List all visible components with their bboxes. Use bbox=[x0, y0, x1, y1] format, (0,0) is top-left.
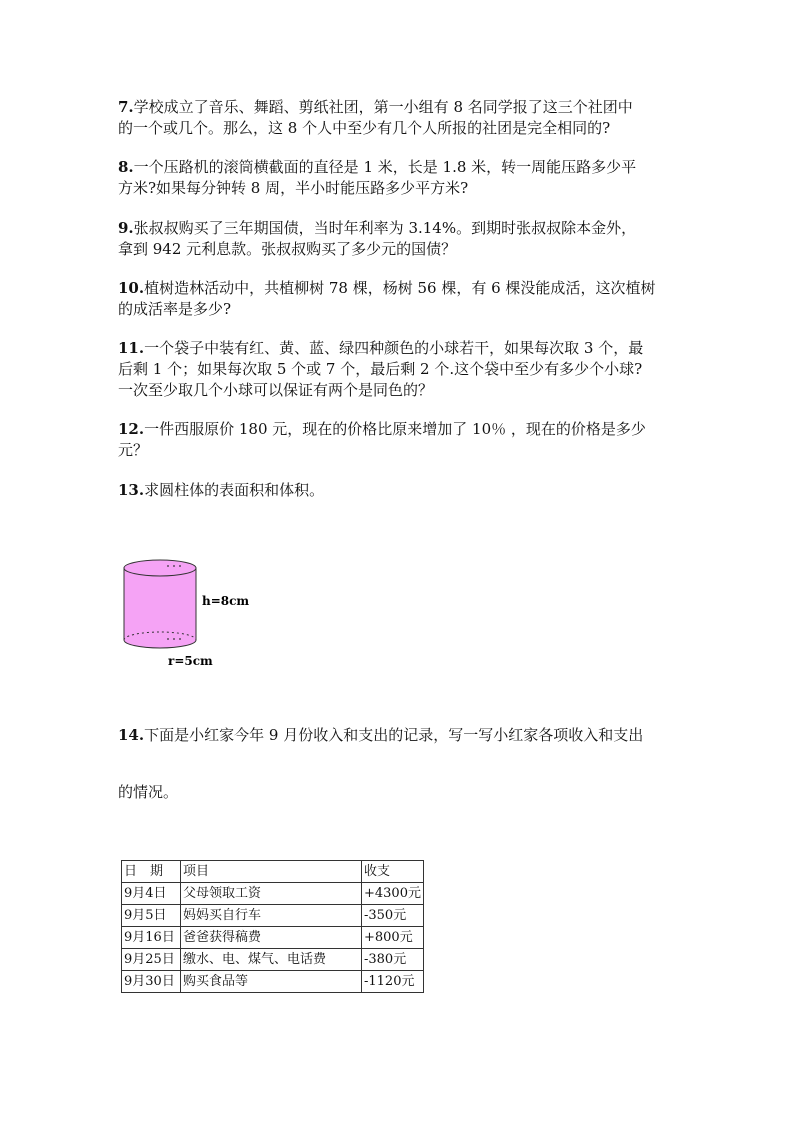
question-text-line: 一个压路机的滚筒横截面的直径是 1 米，长是 1.8 米，转一周能压路多少平 bbox=[133, 158, 637, 176]
question-text-line: 后剩 1 个；如果每次取 5 个或 7 个，最后剩 2 个.这个袋中至少有多少个小球? bbox=[118, 360, 643, 378]
income-expense-table bbox=[121, 860, 424, 993]
table-row bbox=[122, 883, 424, 905]
cell-item: 购买食品等 bbox=[181, 971, 362, 993]
question-13 bbox=[118, 480, 678, 501]
cell-date: 9月16日 bbox=[122, 927, 181, 949]
cell-date: 9月5日 bbox=[122, 905, 181, 927]
table-row bbox=[122, 927, 424, 949]
cylinder-dot bbox=[173, 638, 175, 640]
question-9 bbox=[118, 218, 678, 260]
question-text-line: 的成活率是多少? bbox=[118, 300, 232, 318]
question-text-line: 一个袋子中装有红、黄、蓝、绿四种颜色的小球若干，如果每次取 3 个，最 bbox=[144, 339, 644, 357]
question-10 bbox=[118, 278, 678, 320]
cylinder-figure bbox=[118, 555, 258, 670]
radius-label: r=5cm bbox=[168, 654, 213, 668]
question-text-line: 一次至少取几个小球可以保证有两个是同色的？ bbox=[118, 381, 434, 399]
question-number: 7. bbox=[118, 98, 134, 116]
header-amount: 收支 bbox=[362, 861, 424, 883]
cell-amount: -380元 bbox=[362, 949, 424, 971]
cylinder-dot bbox=[173, 565, 175, 567]
table-row bbox=[122, 905, 424, 927]
question-number: 9. bbox=[118, 219, 134, 237]
cell-amount: -350元 bbox=[362, 905, 424, 927]
cell-amount: +800元 bbox=[362, 927, 424, 949]
question-text-line: 植树造林活动中，共植柳树 78 棵，杨树 56 棵，有 6 棵没能成活，这次植树 bbox=[144, 279, 656, 297]
question-14-continued bbox=[118, 782, 678, 803]
question-number: 11. bbox=[118, 339, 145, 357]
cylinder-dot bbox=[179, 638, 181, 640]
question-text-line: 的情况。 bbox=[118, 783, 179, 801]
height-label: h=8cm bbox=[202, 594, 250, 608]
header-item: 项目 bbox=[181, 861, 362, 883]
cylinder-body bbox=[124, 568, 196, 648]
cell-item: 缴水、电、煤气、电话费 bbox=[181, 949, 362, 971]
cell-date: 9月30日 bbox=[122, 971, 181, 993]
question-text-line: 方米?如果每分钟转 8 周，半小时能压路多少平方米? bbox=[118, 179, 469, 197]
cell-item: 妈妈买自行车 bbox=[181, 905, 362, 927]
cell-item: 爸爸获得稿费 bbox=[181, 927, 362, 949]
cylinder-top-ellipse bbox=[124, 560, 196, 576]
question-12 bbox=[118, 419, 678, 461]
header-date: 日 期 bbox=[122, 861, 181, 883]
cylinder-dot bbox=[179, 565, 181, 567]
question-number: 14. bbox=[118, 726, 145, 744]
question-text-line: 张叔叔购买了三年期国债，当时年利率为 3.14%。到期时张叔叔除本金外， bbox=[133, 219, 637, 237]
question-text-line: 元？ bbox=[118, 441, 149, 459]
question-7 bbox=[118, 97, 678, 139]
question-number: 13. bbox=[118, 481, 145, 499]
cell-amount: +4300元 bbox=[362, 883, 424, 905]
cell-date: 9月4日 bbox=[122, 883, 181, 905]
question-14 bbox=[118, 725, 678, 746]
question-number: 12. bbox=[118, 420, 145, 438]
table-row bbox=[122, 971, 424, 993]
cell-item: 父母领取工资 bbox=[181, 883, 362, 905]
question-text-line: 求圆柱体的表面积和体积。 bbox=[144, 481, 325, 499]
table-header-row bbox=[122, 861, 424, 883]
cell-amount: -1120元 bbox=[362, 971, 424, 993]
cell-date: 9月25日 bbox=[122, 949, 181, 971]
question-8 bbox=[118, 157, 678, 199]
question-11 bbox=[118, 338, 678, 401]
question-number: 8. bbox=[118, 158, 134, 176]
question-number: 10. bbox=[118, 279, 145, 297]
cylinder-dot bbox=[167, 565, 169, 567]
table-row bbox=[122, 949, 424, 971]
question-text-line: 拿到 942 元利息款。张叔叔购买了多少元的国债？ bbox=[118, 240, 457, 258]
question-text-line: 的一个或几个。那么，这 8 个人中至少有几个人所报的社团是完全相同的? bbox=[118, 119, 611, 137]
question-text-line: 下面是小红家今年 9 月份收入和支出的记录，写一写小红家各项收入和支出 bbox=[144, 726, 644, 744]
question-text-line: 一件西服原价 180 元，现在的价格比原来增加了 10％ ，现在的价格是多少 bbox=[144, 420, 646, 438]
cylinder-dot bbox=[167, 638, 169, 640]
question-text-line: 学校成立了音乐、舞蹈、剪纸社团，第一小组有 8 名同学报了这三个社团中 bbox=[133, 98, 633, 116]
